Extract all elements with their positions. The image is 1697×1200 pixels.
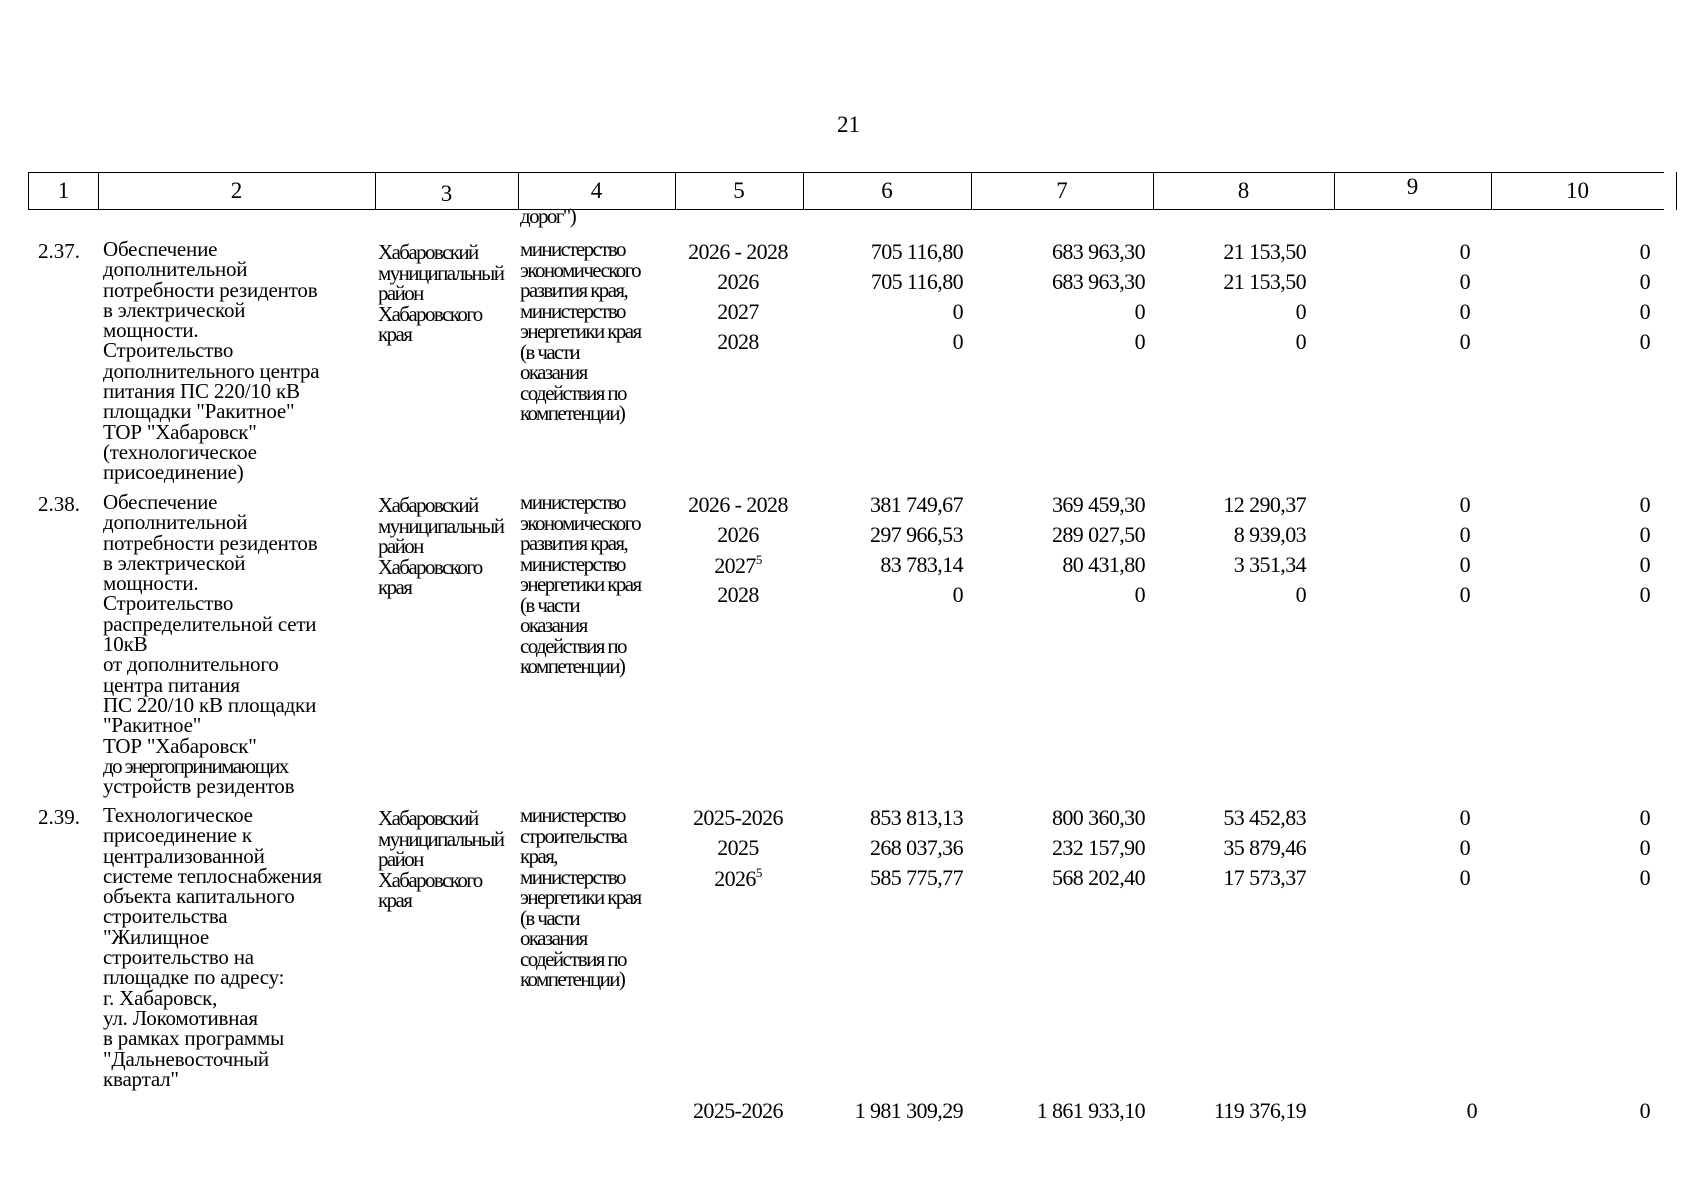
header-col-8: 8 bbox=[1153, 172, 1334, 210]
period-text: 2026 bbox=[714, 866, 756, 891]
row-title-line: в электрической bbox=[103, 297, 246, 322]
col-6-cell: 0 bbox=[952, 582, 963, 607]
period-text: 2028 bbox=[717, 329, 759, 354]
total-col-8: 119 376,19 bbox=[1213, 1098, 1306, 1123]
col-8-cell: 21 153,50 bbox=[1223, 239, 1306, 264]
header-divider bbox=[675, 172, 676, 210]
col-8-cell: 3 351,34 bbox=[1233, 552, 1306, 577]
period-text: 2027 bbox=[717, 299, 759, 324]
district-line: район bbox=[378, 847, 423, 871]
district-line: Хабаровского bbox=[378, 554, 482, 579]
responsible-line: министерство bbox=[520, 803, 625, 827]
col-10-cell: 0 bbox=[1639, 805, 1650, 830]
header-col-5: 5 bbox=[675, 172, 803, 210]
header-divider bbox=[1491, 172, 1492, 210]
row-title-line: потребности резидентов bbox=[103, 277, 318, 302]
responsible-line: министерство bbox=[520, 551, 625, 576]
row-title-line: распределительной сети bbox=[103, 611, 317, 636]
row-title-line: квартал" bbox=[103, 1066, 179, 1091]
col-7-cell: 232 157,90 bbox=[1051, 835, 1145, 860]
col-7-cell: 289 027,50 bbox=[1051, 522, 1145, 547]
district-line: края bbox=[378, 322, 412, 346]
district-line: муниципальный bbox=[378, 260, 504, 285]
row-title-line: 10кВ bbox=[103, 632, 148, 657]
responsible-line: содействия по bbox=[520, 633, 626, 658]
col-8-cell: 0 bbox=[1295, 329, 1306, 354]
col-8-cell: 8 939,03 bbox=[1233, 522, 1306, 547]
footnote-marker: 5 bbox=[755, 552, 762, 567]
period-cell bbox=[668, 239, 808, 265]
col-8-cell: 21 153,50 bbox=[1223, 269, 1306, 294]
col-7-cell: 683 963,30 bbox=[1051, 269, 1145, 294]
header-divider bbox=[518, 172, 519, 210]
row-title-line: ТОР "Хабаровск" bbox=[103, 733, 257, 758]
row-title-line: присоединение к bbox=[103, 823, 252, 848]
value-row bbox=[0, 492, 1697, 522]
row-title-line: централизованной bbox=[103, 843, 265, 868]
row-title-line: "Жилищное bbox=[103, 924, 210, 949]
col-6-cell: 0 bbox=[952, 329, 963, 354]
row-title-line: "Дальневосточный bbox=[103, 1046, 269, 1071]
period-cell bbox=[668, 522, 808, 548]
col-8-cell: 0 bbox=[1295, 582, 1306, 607]
period-text: 2026 bbox=[717, 522, 759, 547]
value-row bbox=[0, 269, 1697, 302]
value-row bbox=[0, 239, 1697, 269]
col-6-cell: 585 775,77 bbox=[869, 865, 963, 890]
district-line: район bbox=[378, 281, 423, 305]
responsible-line: компетенции) bbox=[520, 654, 625, 678]
footnote-marker: 5 bbox=[755, 865, 762, 880]
header-col-3: 3 bbox=[375, 172, 518, 210]
value-row bbox=[0, 835, 1697, 868]
period-cell bbox=[668, 552, 808, 579]
header-divider bbox=[803, 172, 804, 210]
col-7-cell: 800 360,30 bbox=[1051, 805, 1145, 830]
col-6-cell: 381 749,67 bbox=[869, 492, 963, 517]
row-title-line: площадки "Ракитное" bbox=[103, 399, 295, 424]
header-divider bbox=[1153, 172, 1154, 210]
responsible-line: министерство bbox=[520, 864, 625, 889]
col-10-cell: 0 bbox=[1639, 522, 1650, 547]
value-row bbox=[0, 865, 1697, 895]
row-title-line: мощности. bbox=[103, 571, 199, 596]
period-text: 2027 bbox=[714, 553, 756, 578]
col-10-cell: 0 bbox=[1639, 329, 1650, 354]
row-title-line: площадке по адресу: bbox=[103, 965, 285, 990]
header-divider bbox=[98, 172, 99, 210]
header-col-10: 10 bbox=[1491, 172, 1664, 210]
total-col-10: 0 bbox=[1639, 1098, 1650, 1123]
page-number: 21 bbox=[837, 112, 860, 137]
row-title-line: строительства bbox=[103, 904, 228, 929]
row-title-line: мощности. bbox=[103, 318, 199, 343]
col-7-cell: 0 bbox=[1134, 329, 1145, 354]
period-cell bbox=[668, 492, 808, 518]
row-title-line: от дополнительного bbox=[103, 652, 279, 677]
responsible-line: (в части bbox=[520, 592, 579, 617]
col-7-cell: 0 bbox=[1134, 582, 1145, 607]
period-cell bbox=[668, 269, 808, 295]
responsible-line: энергетики края bbox=[520, 885, 641, 909]
row-title-line: потребности резидентов bbox=[103, 530, 318, 555]
col-9-cell: 0 bbox=[1459, 269, 1470, 294]
value-row bbox=[0, 805, 1697, 835]
row-title-line: "Ракитное" bbox=[103, 713, 202, 738]
row-title-line: ПС 220/10 кВ площадки bbox=[103, 692, 317, 717]
col-10-cell: 0 bbox=[1639, 239, 1650, 264]
responsible-line: строительства bbox=[520, 823, 627, 848]
header-divider bbox=[1334, 172, 1335, 210]
responsible-line: министерство bbox=[520, 237, 625, 261]
row-title-line: (технологическое bbox=[103, 439, 257, 464]
col-8-cell: 17 573,37 bbox=[1223, 865, 1306, 890]
total-col-7: 1 861 933,10 bbox=[1036, 1098, 1145, 1123]
row-title-line: г. Хабаровск, bbox=[103, 985, 218, 1010]
row-title-line: Технологическое bbox=[103, 803, 253, 827]
col-8-cell: 0 bbox=[1295, 299, 1306, 324]
responsible-line: министерство bbox=[520, 490, 625, 514]
col-10-cell: 0 bbox=[1639, 299, 1650, 324]
responsible-line: развития края, bbox=[520, 531, 628, 555]
row-title-line: до энергопринимающих bbox=[103, 753, 288, 778]
col-9-cell: 0 bbox=[1459, 865, 1470, 890]
period-text: 2028 bbox=[717, 582, 759, 607]
row-title-line: присоединение) bbox=[103, 460, 244, 485]
col-9-cell: 0 bbox=[1459, 492, 1470, 517]
responsible-line: компетенции) bbox=[520, 967, 625, 991]
period-text: 2025 bbox=[717, 835, 759, 860]
district-line: Хабаровского bbox=[378, 301, 482, 326]
col-8-cell: 53 452,83 bbox=[1223, 805, 1306, 830]
col-7-cell: 0 bbox=[1134, 299, 1145, 324]
district-line: Хабаровский bbox=[378, 493, 478, 517]
col-6-cell: 268 037,36 bbox=[869, 835, 963, 860]
row-title-line: Строительство bbox=[103, 591, 234, 616]
period-cell bbox=[668, 865, 808, 892]
col-9-cell: 0 bbox=[1459, 329, 1470, 354]
col-9-cell: 0 bbox=[1459, 805, 1470, 830]
row-number: 2.38. bbox=[38, 492, 80, 516]
carryover-text: дорог") bbox=[520, 204, 576, 228]
row-number: 2.37. bbox=[38, 239, 80, 263]
header-divider bbox=[375, 172, 376, 210]
period-cell bbox=[668, 582, 808, 608]
period-cell bbox=[668, 835, 808, 861]
col-9-cell: 0 bbox=[1459, 522, 1470, 547]
period-text: 2026 - 2028 bbox=[688, 492, 788, 517]
col-8-cell: 35 879,46 bbox=[1223, 835, 1306, 860]
value-row bbox=[0, 522, 1697, 555]
value-row bbox=[0, 299, 1697, 329]
col-6-cell: 853 813,13 bbox=[869, 805, 963, 830]
row-number: 2.39. bbox=[38, 805, 80, 829]
header-col-6: 6 bbox=[803, 172, 971, 210]
header-divider bbox=[1676, 172, 1677, 210]
col-10-cell: 0 bbox=[1639, 582, 1650, 607]
row-title-line: в электрической bbox=[103, 550, 246, 575]
responsible-line: оказания bbox=[520, 926, 587, 950]
header-col-2: 2 bbox=[98, 172, 375, 210]
total-col-6: 1 981 309,29 bbox=[854, 1098, 963, 1123]
row-title-line: системе теплоснабжения bbox=[103, 863, 322, 888]
col-7-cell: 80 431,80 bbox=[1062, 552, 1145, 577]
responsible-line: (в части bbox=[520, 339, 579, 364]
district-line: Хабаровский bbox=[378, 806, 478, 830]
row-title-line: ТОР "Хабаровск" bbox=[103, 419, 257, 444]
row-title-line: питания ПС 220/10 кВ bbox=[103, 379, 300, 404]
col-10-cell: 0 bbox=[1639, 492, 1650, 517]
total-col-9: 0 bbox=[1466, 1098, 1477, 1123]
row-title-line: Обеспечение bbox=[103, 237, 218, 261]
district-line: края bbox=[378, 575, 412, 599]
value-row bbox=[0, 552, 1697, 582]
col-6-cell: 705 116,80 bbox=[870, 239, 963, 264]
col-9-cell: 0 bbox=[1459, 835, 1470, 860]
col-6-cell: 705 116,80 bbox=[870, 269, 963, 294]
responsible-line: оказания bbox=[520, 360, 587, 384]
col-9-cell: 0 bbox=[1459, 239, 1470, 264]
responsible-line: экономического bbox=[520, 257, 641, 282]
period-cell bbox=[668, 299, 808, 325]
total-row bbox=[0, 1098, 1697, 1128]
col-10-cell: 0 bbox=[1639, 269, 1650, 294]
row-title-line: объекта капитального bbox=[103, 884, 295, 909]
responsible-line: министерство bbox=[520, 298, 625, 323]
col-6-cell: 297 966,53 bbox=[869, 522, 963, 547]
header-divider bbox=[971, 172, 972, 210]
responsible-line: оказания bbox=[520, 613, 587, 637]
col-8-cell: 12 290,37 bbox=[1223, 492, 1306, 517]
row-title-line: Обеспечение bbox=[103, 490, 218, 514]
district-line: муниципальный bbox=[378, 826, 504, 851]
row-title-line: Строительство bbox=[103, 338, 234, 363]
col-7-cell: 683 963,30 bbox=[1051, 239, 1145, 264]
header-col-4: 4 bbox=[518, 172, 675, 210]
col-7-cell: 568 202,40 bbox=[1051, 865, 1145, 890]
responsible-line: энергетики края bbox=[520, 319, 641, 343]
col-10-cell: 0 bbox=[1639, 552, 1650, 577]
row-title-line: строительство на bbox=[103, 945, 254, 970]
col-7-cell: 369 459,30 bbox=[1051, 492, 1145, 517]
district-line: Хабаровский bbox=[378, 240, 478, 264]
period-text: 2025-2026 bbox=[693, 805, 783, 830]
header-col-9: 9 bbox=[1334, 172, 1491, 210]
responsible-line: (в части bbox=[520, 905, 579, 930]
row-title-line: устройств резидентов bbox=[103, 774, 295, 799]
row-title-line: дополнительной bbox=[103, 257, 248, 282]
responsible-line: содействия по bbox=[520, 946, 626, 971]
col-6-cell: 83 783,14 bbox=[880, 552, 963, 577]
responsible-line: экономического bbox=[520, 510, 641, 535]
period-cell bbox=[668, 805, 808, 831]
header-col-7: 7 bbox=[971, 172, 1153, 210]
col-9-cell: 0 bbox=[1459, 552, 1470, 577]
total-period: 2025-2026 bbox=[693, 1098, 783, 1123]
period-cell bbox=[668, 329, 808, 355]
district-line: район bbox=[378, 534, 423, 558]
col-10-cell: 0 bbox=[1639, 865, 1650, 890]
col-10-cell: 0 bbox=[1639, 835, 1650, 860]
col-9-cell: 0 bbox=[1459, 299, 1470, 324]
value-row bbox=[0, 329, 1697, 363]
row-title-line: центра питания bbox=[103, 672, 240, 697]
period-text: 2026 bbox=[717, 269, 759, 294]
row-title-line: дополнительной bbox=[103, 510, 248, 535]
col-6-cell: 0 bbox=[952, 299, 963, 324]
responsible-line: энергетики края bbox=[520, 572, 641, 596]
district-line: Хабаровского bbox=[378, 867, 482, 892]
responsible-line: содействия по bbox=[520, 380, 626, 405]
row-title-line: в рамках программы bbox=[103, 1026, 284, 1051]
header-col-1: 1 bbox=[28, 172, 98, 210]
period-text: 2026 - 2028 bbox=[688, 239, 788, 264]
district-line: края bbox=[378, 888, 412, 912]
responsible-line: компетенции) bbox=[520, 401, 625, 425]
district-line: муниципальный bbox=[378, 513, 504, 538]
col-9-cell: 0 bbox=[1459, 582, 1470, 607]
responsible-line: развития края, bbox=[520, 278, 628, 302]
row-title-line: дополнительного центра bbox=[103, 358, 320, 383]
responsible-line: края, bbox=[520, 844, 557, 868]
value-row bbox=[0, 582, 1697, 616]
row-title-line: ул. Локомотивная bbox=[103, 1005, 258, 1030]
